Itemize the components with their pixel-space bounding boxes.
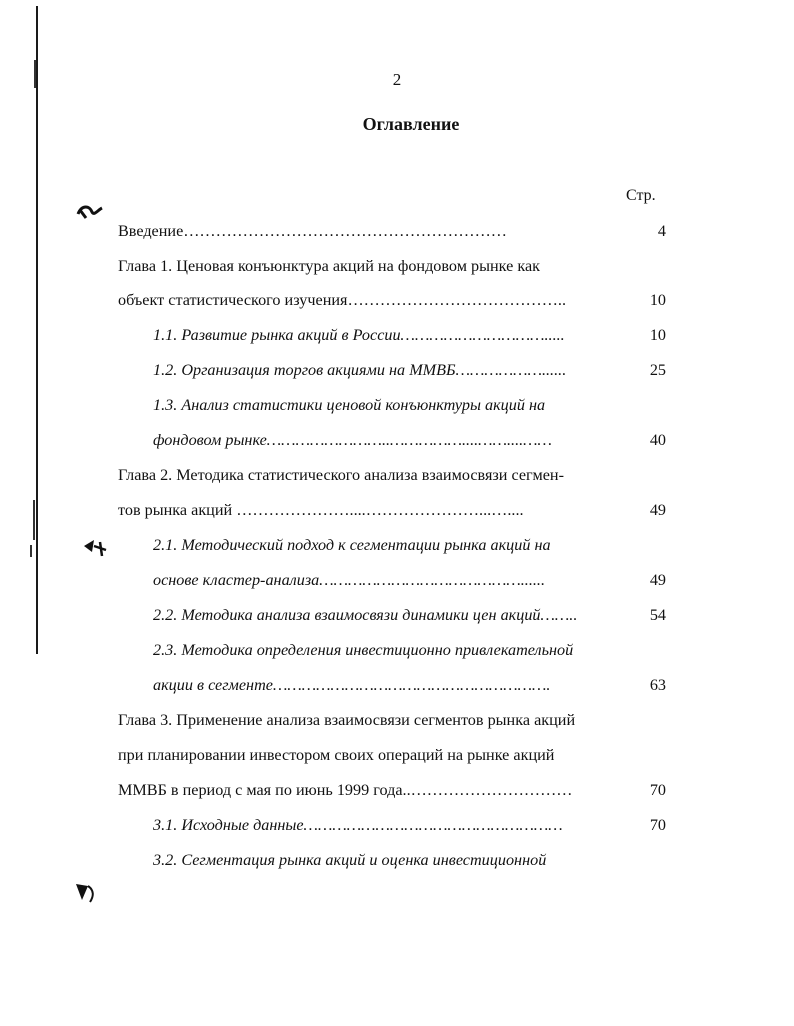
toc-page-number: 4: [657, 222, 666, 240]
toc-entry: Введение……………………………………………………: [118, 222, 507, 240]
margin-tick: [30, 545, 32, 557]
toc-entry: Глава 1. Ценовая конъюнктура акций на фондовом рынке как: [118, 257, 541, 275]
toc-page-number: 49: [649, 501, 666, 519]
toc-page-number: 25: [649, 361, 666, 379]
toc-entry: акции в сегменте………………………………………………….: [153, 676, 551, 694]
toc-entry: тов рынка акций …………………....…………………...…....: [118, 501, 524, 519]
page-title: Оглавление: [362, 114, 460, 134]
toc-entry: 2.1. Методический подход к сегментации рынка акций на: [153, 536, 551, 554]
toc-entry: Глава 2. Методика статистического анализа взаимосвязи сегмен-: [118, 466, 564, 484]
toc-entry: при планировании инвестором своих операций на рынке акций: [118, 746, 555, 764]
toc-page-number: 49: [649, 571, 666, 589]
margin-scribble-icon: [80, 534, 110, 560]
toc-entry: 2.3. Методика определения инвестиционно привлекательной: [153, 641, 574, 659]
toc-page-number: 10: [649, 291, 666, 309]
toc-page-number: 10: [649, 326, 666, 344]
binding-margin-line: [36, 6, 38, 654]
toc-entry: 1.2. Организация торгов акциями на ММВБ………………......: [153, 361, 567, 379]
toc-entry: 3.1. Исходные данные………………………………………………: [153, 816, 563, 834]
toc-page-number: 70: [649, 816, 666, 834]
toc-entry: ММВБ в период с мая по июнь 1999 года..…………………………: [118, 781, 573, 799]
toc-entry: фондовом рынке……………………..……………....……....……: [153, 431, 552, 449]
toc-entry: 1.3. Анализ статистики ценовой конъюнктуры акций на: [153, 396, 546, 414]
page-column-header: Стр.: [626, 187, 656, 204]
toc-entry: 3.2. Сегментация рынка акций и оценка инвестиционной: [153, 851, 547, 869]
toc-page-number: 54: [649, 606, 666, 624]
toc-entry: Глава 3. Применение анализа взаимосвязи сегментов рынка акций: [118, 711, 576, 729]
margin-scribble-icon: [72, 880, 98, 904]
toc-page-number: 70: [649, 781, 666, 799]
toc-entry: 1.1. Развитие рынка акций в России………………………….....: [153, 326, 565, 344]
page-number: 2: [392, 70, 402, 89]
toc-page-number: 40: [649, 431, 666, 449]
toc-entry: 2.2. Методика анализа взаимосвязи динамики цен акций……..: [153, 606, 578, 624]
toc-entry: основе кластер-анализа……………………………………......: [153, 571, 546, 589]
margin-scribble-icon: [76, 200, 104, 222]
toc-entry: объект статистического изучения…………………………………..: [118, 291, 567, 309]
margin-tick: [33, 500, 35, 540]
toc-page-number: 63: [649, 676, 666, 694]
